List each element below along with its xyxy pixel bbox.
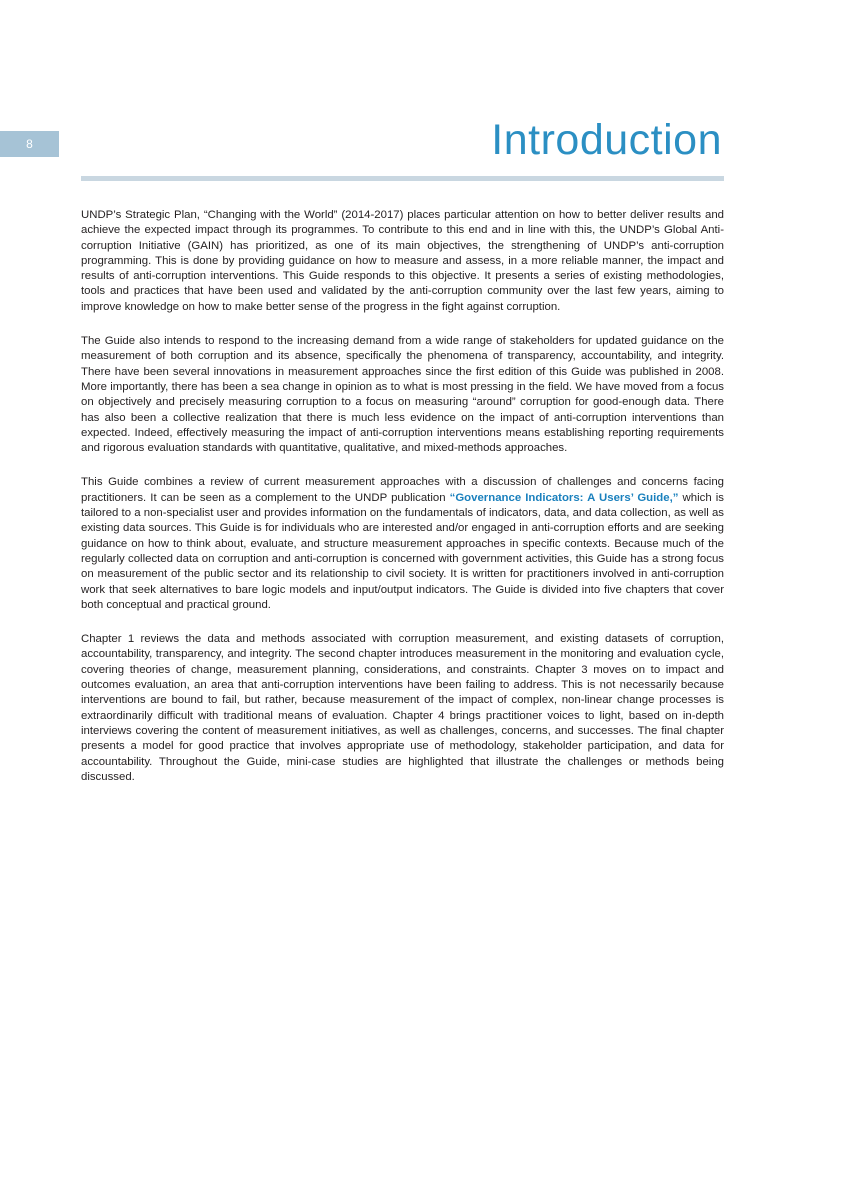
paragraph-3-text-after: which is tailored to a non-specialist user and provides information on the fundamentals of indicators, data, and data collection, as well as existing data sources. This Guide is for individuals who are interested and/or engaged in anti-corruption efforts and are seeking guidance on how to think about, evaluate, and structure measurement approaches in specific contexts. Because much of the regularly collected data on corruption and anti-corruption is concerned with government activities, this Guide has a strong focus on measurement of the public sector and its relationship to civil society. It is written for practitioners involved in anti-corruption work that seek alternatives to bare logic models and input/output indicators. The Guide is divided into five chapters that cover both conceptual and practical ground. bbox=[81, 491, 724, 611]
paragraph-2: The Guide also intends to respond to the increasing demand from a wide range of stakeholders for updated guidance on the measurement of both corruption and its absence, specifically the phenomena of transparency, accountability, and integrity. There have been several innovations in measurement approaches since the first edition of this Guide was published in 2008. More importantly, there has been a sea change in opinion as to what is most pressing in the field. We have moved from a focus on objectively and precisely measuring corruption to a focus on measuring “around” corruption for good-enough data. There has also been a collective realization that there is much less evidence on the impact of anti-corruption interventions than expected. Indeed, effectively measuring the impact of anti-corruption interventions means establishing reporting requirements and rigorous evaluation standards with quantitative, qualitative, and mixed-methods approaches. bbox=[81, 335, 724, 455]
page-title: Introduction bbox=[491, 116, 722, 164]
title-divider bbox=[81, 176, 724, 181]
paragraph-3-text-before: This Guide combines a review of current measurement approaches with a discussion of challenges and concerns facing practitioners. It can be seen as a complement to the UNDP publication bbox=[81, 476, 724, 504]
governance-indicators-link[interactable]: “Governance Indicators: A Users’ Guide,” bbox=[449, 491, 679, 504]
body-text bbox=[81, 208, 724, 804]
page-number: 8 bbox=[26, 137, 33, 151]
paragraph-3 bbox=[81, 475, 724, 613]
paragraph-4: Chapter 1 reviews the data and methods associated with corruption measurement, and existing datasets of corruption, accountability, transparency, and integrity. The second chapter introduces measurement in the monitoring and evaluation cycle, covering theories of change, measurement planning, considerations, and constraints. Chapter 3 moves on to impact and outcomes evaluation, an area that anti-corruption interventions have been failing to address. This is not necessarily because interventions are bound to fail, but rather, because measurement of the impact of complex, non-linear change processes is extraordinarily difficult with traditional means of evaluation. Chapter 4 brings practitioner voices to light, based on in-depth interviews covering the content of measurement initiatives, as well as challenges, concerns, and successes. The final chapter presents a model for good practice that involves appropriate use of methodology, stakeholder participation, and data for accountability. Throughout the Guide, mini-case studies are highlighted that illustrate the challenges or methods being discussed. bbox=[81, 633, 724, 783]
paragraph-1: UNDP’s Strategic Plan, “Changing with the World” (2014-2017) places particular attention on how to better deliver results and achieve the expected impact through its programmes. To contribute to this end and in line with this, the UNDP’s Global Anti-corruption Initiative (GAIN) has prioritized, as one of its main objectives, the strengthening of UNDP’s anti-corruption programming. This is done by providing guidance on how to measure and assess, in a more reliable manner, the impact and results of anti-corruption interventions. This Guide responds to this objective. It presents a series of existing methodologies, tools and practices that have been used and validated by the anti-corruption community over the last few years, aiming to improve knowledge on how to make better sense of the progress in the fight against corruption. bbox=[81, 209, 724, 313]
